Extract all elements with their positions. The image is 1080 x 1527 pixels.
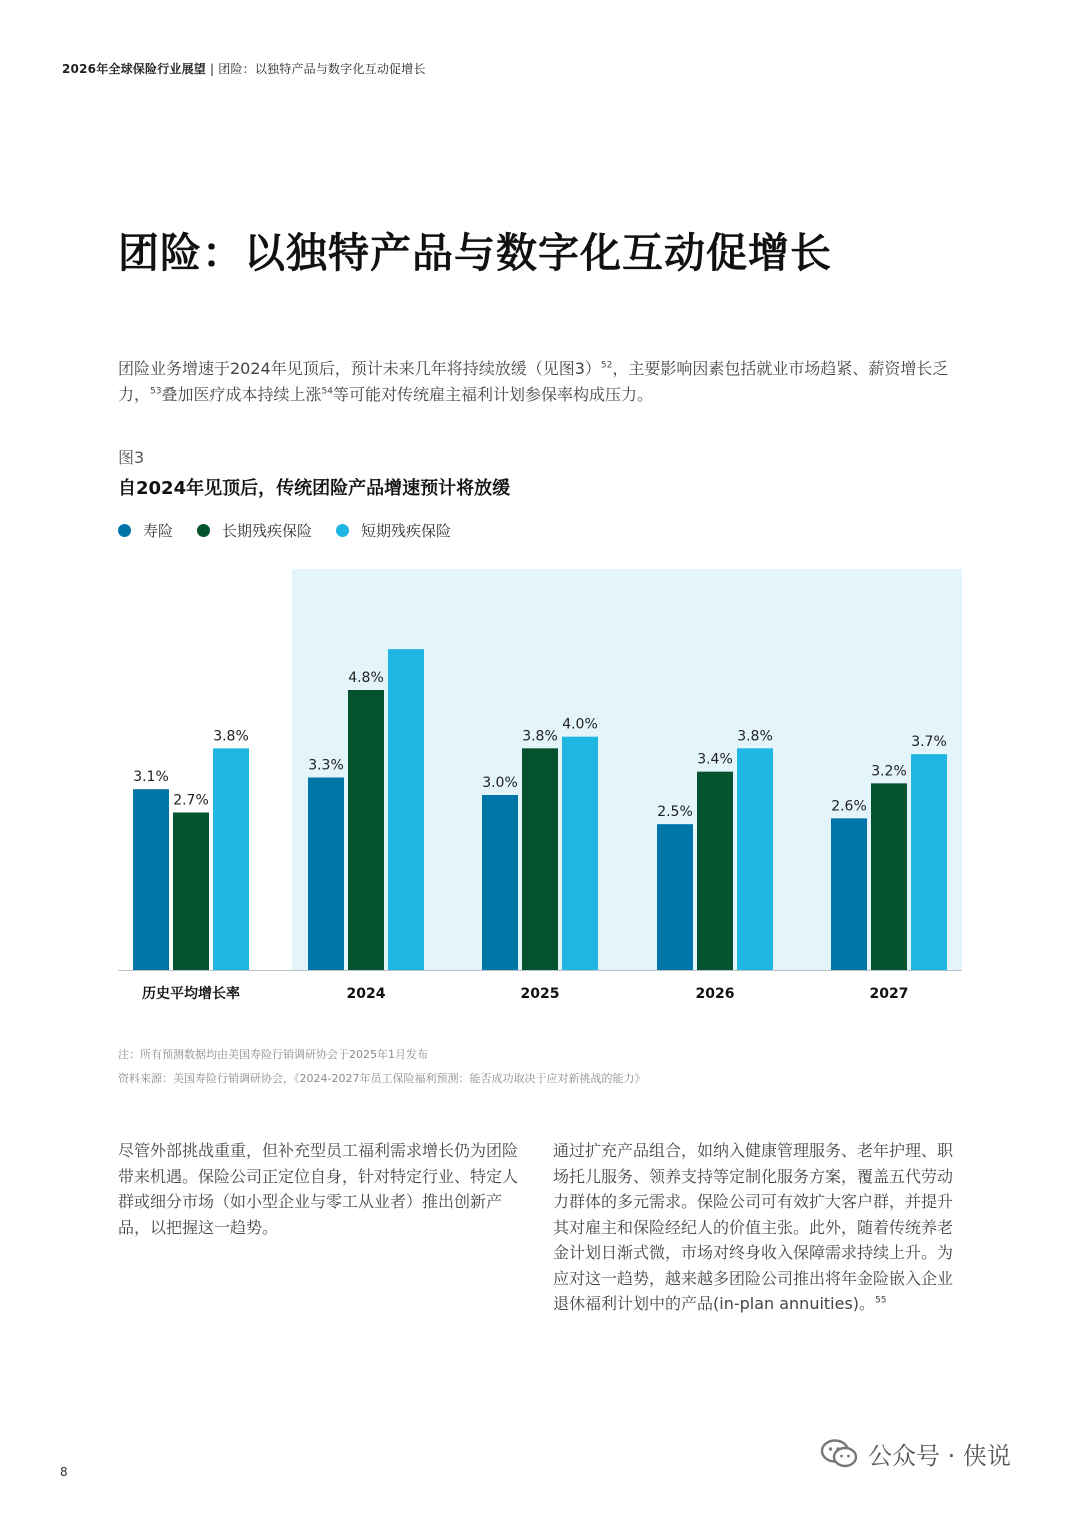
chart-note: 注：所有预测数据均由美国寿险行销调研协会于2025年1月发布 [118, 1048, 428, 1061]
bar-长期残疾保险-2024 [348, 690, 384, 970]
watermark-text: 公众号 · 侠说 [868, 1442, 1011, 1470]
legend-label-life: 寿险 [143, 522, 174, 540]
intro-text-3: 叠加医疗成本持续上涨 [161, 385, 322, 404]
data-label-寿险-2026: 2.5% [657, 804, 693, 821]
data-label-短期残疾保险-历史平均增长率: 3.8% [213, 728, 249, 745]
footnote-ref-52: 52 [600, 360, 613, 371]
header-section: 团险：以独特产品与数字化互动促增长 [218, 62, 426, 76]
legend-label-std: 短期残疾保险 [361, 522, 452, 540]
bar-短期残疾保险-2027 [911, 754, 947, 970]
data-label-寿险-历史平均增长率: 3.1% [133, 769, 169, 786]
page-number: 8 [60, 1465, 68, 1479]
legend-swatch-ltd [197, 524, 210, 537]
legend-item-life [118, 520, 173, 541]
intro-text-2: ，主要影响因素包括就业市场趋紧、薪资增长乏力， [118, 359, 949, 404]
chart-source: 资料来源：美国寿险行销调研协会，《2024-2027年员工保险福利预测：能否成功取决于应对新挑战的能力》 [118, 1072, 646, 1085]
data-label-短期残疾保险-2025: 4.0% [562, 716, 598, 733]
bar-寿险-2024 [308, 778, 344, 971]
header-separator: | [210, 62, 215, 76]
data-label-短期残疾保险-2026: 3.8% [737, 728, 773, 745]
figure-label: 图3 [118, 448, 145, 467]
running-header [62, 60, 426, 77]
report-title: 2026年全球保险行业展望 [62, 62, 206, 76]
legend-swatch-life [118, 524, 131, 537]
figure-title: 自2024年见顶后，传统团险产品增速预计将放缓 [118, 478, 511, 499]
bar-短期残疾保险-2024 [388, 649, 424, 970]
bar-长期残疾保险-2025 [522, 748, 558, 970]
legend-item-std [336, 520, 451, 541]
footnote-ref-54: 54 [321, 386, 333, 397]
bar-寿险-2025 [482, 795, 518, 970]
data-label-寿险-2024: 3.3% [308, 757, 344, 774]
footnote-ref-55: 55 [875, 1295, 887, 1306]
bar-长期残疾保险-2026 [697, 772, 733, 970]
data-label-长期残疾保险-2026: 3.4% [697, 751, 733, 768]
intro-paragraph [118, 356, 968, 408]
legend-item-ltd [197, 520, 312, 541]
watermark [820, 1436, 1011, 1471]
data-label-长期残疾保险-历史平均增长率: 2.7% [173, 792, 209, 809]
bar-长期残疾保险-历史平均增长率 [173, 813, 209, 971]
page-title: 团险：以独特产品与数字化互动促增长 [118, 229, 832, 277]
bar-寿险-2027 [831, 818, 867, 970]
bar-短期残疾保险-2026 [737, 748, 773, 970]
x-tick-label-2026: 2026 [695, 986, 735, 1002]
wechat-icon [820, 1438, 858, 1470]
data-label-寿险-2025: 3.0% [482, 775, 518, 791]
data-label-长期残疾保险-2024: 4.8% [348, 670, 384, 686]
x-tick-label-历史平均增长率: 历史平均增长率 [142, 986, 240, 1002]
data-label-长期残疾保险-2027: 3.2% [871, 763, 907, 780]
chart-legend [118, 520, 451, 541]
intro-text-4: 等可能对传统雇主福利计划参保率构成压力。 [332, 385, 653, 404]
data-label-寿险-2027: 2.6% [831, 798, 867, 815]
body-right-text: 通过扩充产品组合，如纳入健康管理服务、老年护理、职场托儿服务、领养支持等定制化服务方案，覆盖五代劳动力群体的多元需求。保险公司可有效扩大客户群，并提升其对雇主和保险经纪人的价值主张。此外，随着传统养老金计划日渐式微，市场对终身收入保障需求持续上升。为应对这一趋势，越来越多团险公司推出将年金险嵌入企业退休福利计划中的产品(in-plan annuities)。 [553, 1141, 954, 1313]
bar-寿险-历史平均增长率 [133, 789, 169, 970]
body-column-right [553, 1138, 953, 1317]
bar-短期残疾保险-历史平均增长率 [213, 748, 249, 970]
x-tick-label-2024: 2024 [346, 986, 386, 1002]
intro-text-1: 团险业务增速于2024年见顶后，预计未来几年将持续放缓（见图3） [118, 359, 601, 378]
data-label-短期残疾保险-2027: 3.7% [911, 734, 947, 751]
bar-寿险-2026 [657, 824, 693, 970]
bar-chart [0, 560, 1080, 1010]
body-column-left: 尽管外部挑战重重，但补充型员工福利需求增长仍为团险带来机遇。保险公司正定位自身，针对特定行业、特定人群或细分市场（如小型企业与零工从业者）推出创新产品，以把握这一趋势。 [118, 1141, 519, 1237]
bar-短期残疾保险-2025 [562, 737, 598, 970]
x-tick-label-2027: 2027 [869, 986, 909, 1002]
legend-label-ltd: 长期残疾保险 [222, 522, 313, 540]
data-label-长期残疾保险-2025: 3.8% [522, 728, 558, 745]
bar-长期残疾保险-2027 [871, 783, 907, 970]
legend-swatch-std [336, 524, 349, 537]
x-tick-label-2025: 2025 [520, 986, 560, 1002]
footnote-ref-53: 53 [150, 386, 162, 397]
